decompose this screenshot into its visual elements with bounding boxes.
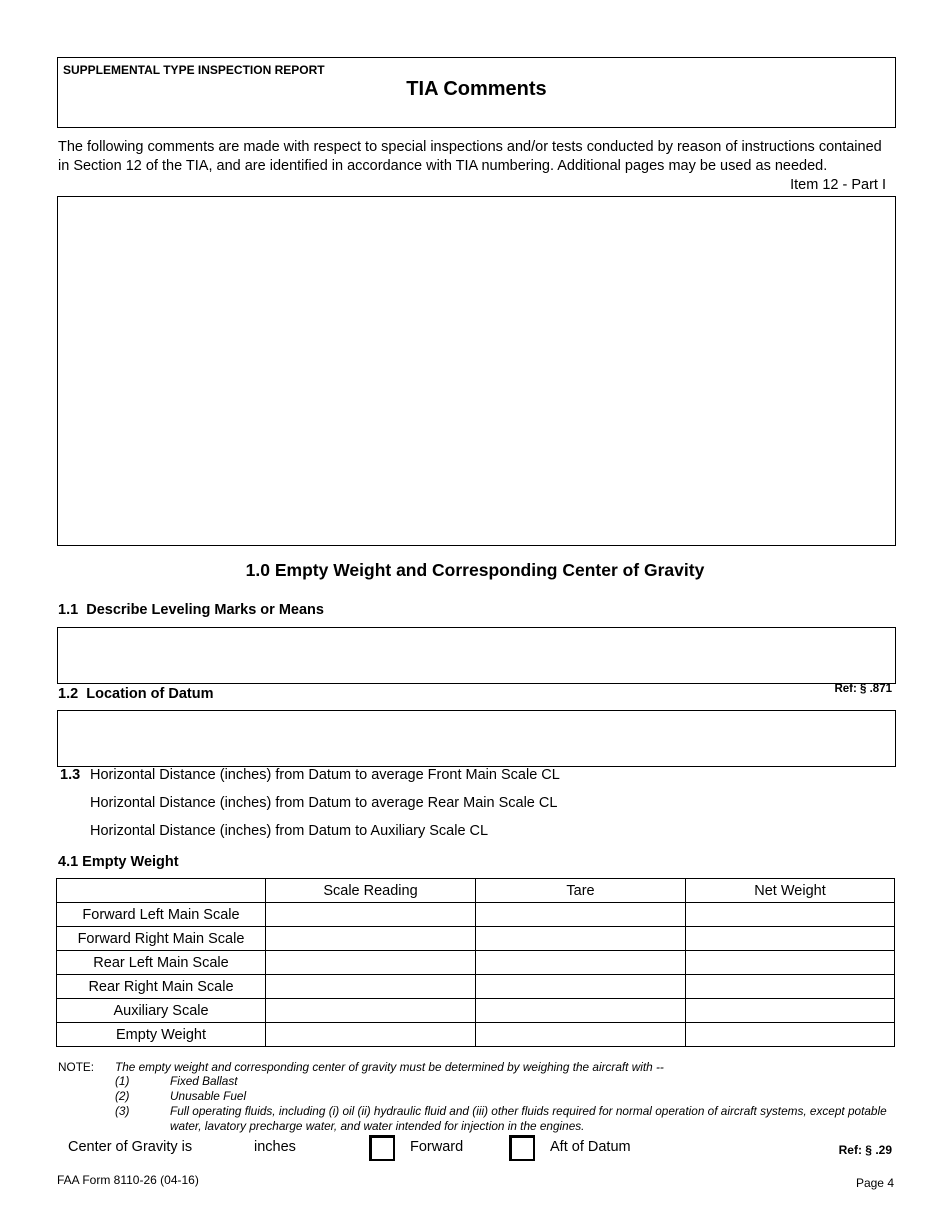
- note-item-text: [170, 1089, 890, 1104]
- column-header: [57, 879, 266, 903]
- table-row: [57, 903, 895, 927]
- empty-weight-heading: 4.1 Empty Weight: [58, 854, 179, 870]
- tare-cell[interactable]: [476, 1023, 686, 1047]
- note-item-number-text: (3): [115, 1104, 130, 1118]
- tare-cell[interactable]: [476, 975, 686, 999]
- note-item-number: [115, 1074, 129, 1089]
- note-item-number-text: (2): [115, 1089, 130, 1103]
- note-text-content: The empty weight and corresponding center of gravity must be determined by weighing the aircraft with --: [115, 1060, 664, 1074]
- row-label: Rear Right Main Scale: [57, 975, 266, 999]
- note-item-text: [170, 1074, 890, 1089]
- net-weight-cell[interactable]: [686, 951, 895, 975]
- section-title: 1.0 Empty Weight and Corresponding Center of Gravity: [245, 560, 705, 580]
- column-header-net-weight: Net Weight: [686, 879, 895, 903]
- note-label: NOTE:: [58, 1060, 95, 1074]
- rear-main-scale-distance-label: Horizontal Distance (inches) from Datum to average Rear Main Scale CL: [90, 795, 558, 811]
- horizontal-distance-number: 1.3: [60, 767, 81, 783]
- tare-cell[interactable]: [476, 999, 686, 1023]
- note-item-content: Fixed Ballast: [170, 1074, 238, 1088]
- cg-unit-label: inches: [254, 1139, 296, 1155]
- leveling-marks-heading: [58, 602, 324, 618]
- net-weight-cell[interactable]: [686, 975, 895, 999]
- aft-of-datum-label: Aft of Datum: [550, 1139, 631, 1155]
- note-item-content: Unusable Fuel: [170, 1089, 247, 1103]
- forward-label: Forward: [410, 1139, 464, 1155]
- scale-reading-cell[interactable]: [266, 999, 476, 1023]
- net-weight-cell[interactable]: [686, 903, 895, 927]
- item-reference: Item 12 - Part I: [790, 177, 886, 193]
- row-label: Forward Left Main Scale: [57, 903, 266, 927]
- auxiliary-scale-distance-label: Horizontal Distance (inches) from Datum to Auxiliary Scale CL: [90, 823, 489, 839]
- table-row: [57, 999, 895, 1023]
- note-text: [115, 1060, 895, 1075]
- leveling-marks-label: Describe Leveling Marks or Means: [86, 602, 324, 618]
- table-row: [57, 951, 895, 975]
- header-box: [57, 57, 896, 128]
- table-row: [57, 927, 895, 951]
- table-row: [57, 1023, 895, 1047]
- row-label: Auxiliary Scale: [57, 999, 266, 1023]
- net-weight-cell[interactable]: [686, 1023, 895, 1047]
- datum-location-field[interactable]: [57, 710, 896, 767]
- aft-of-datum-checkbox[interactable]: [509, 1135, 535, 1161]
- page-title: TIA Comments: [406, 78, 547, 100]
- tare-cell[interactable]: [476, 927, 686, 951]
- datum-location-heading: [58, 686, 214, 702]
- form-number: FAA Form 8110-26 (04-16): [57, 1173, 199, 1187]
- column-header-scale-reading: Scale Reading: [266, 879, 476, 903]
- intro-text: The following comments are made with respect to special inspections and/or tests conducted by reason of instructions contained in Section 12 of the TIA, and are identified in accordance with TIA numbering. Additional pages may be used as needed.: [58, 139, 882, 174]
- scale-reading-cell[interactable]: [266, 975, 476, 999]
- datum-location-label: Location of Datum: [86, 686, 214, 702]
- datum-ref: Ref: § .871: [834, 683, 892, 695]
- note-item-content: Full operating fluids, including (i) oil (ii) hydraulic fluid and (iii) other fluids required for normal operation of aircraft systems, except potable water, lavatory precharge water, and water intended for injection in the engines.: [170, 1104, 887, 1133]
- scale-reading-cell[interactable]: [266, 951, 476, 975]
- forward-checkbox[interactable]: [369, 1135, 395, 1161]
- column-header-tare: Tare: [476, 879, 686, 903]
- leveling-marks-number: 1.1: [58, 602, 79, 618]
- table-header-row: [57, 879, 895, 903]
- cg-label: Center of Gravity is: [68, 1139, 193, 1155]
- form-title: SUPPLEMENTAL TYPE INSPECTION REPORT: [63, 63, 325, 77]
- scale-reading-cell[interactable]: [266, 903, 476, 927]
- net-weight-cell[interactable]: [686, 999, 895, 1023]
- comments-box[interactable]: [57, 196, 896, 546]
- empty-weight-table: [56, 878, 895, 1047]
- scale-reading-cell[interactable]: [266, 927, 476, 951]
- cg-ref: Ref: § .29: [838, 1143, 892, 1157]
- datum-location-number: 1.2: [58, 686, 79, 702]
- leveling-marks-field[interactable]: [57, 627, 896, 684]
- note-item-text: [170, 1104, 895, 1133]
- row-label: Empty Weight: [57, 1023, 266, 1047]
- row-label: Rear Left Main Scale: [57, 951, 266, 975]
- note-item-number: [115, 1089, 129, 1104]
- page-number: Page 4: [855, 1176, 894, 1190]
- note-item-number-text: (1): [115, 1074, 130, 1088]
- note-item-number: [115, 1104, 129, 1119]
- front-main-scale-distance-label: Horizontal Distance (inches) from Datum to average Front Main Scale CL: [90, 767, 560, 783]
- table-row: [57, 975, 895, 999]
- row-label: Forward Right Main Scale: [57, 927, 266, 951]
- net-weight-cell[interactable]: [686, 927, 895, 951]
- scale-reading-cell[interactable]: [266, 1023, 476, 1047]
- tare-cell[interactable]: [476, 951, 686, 975]
- tare-cell[interactable]: [476, 903, 686, 927]
